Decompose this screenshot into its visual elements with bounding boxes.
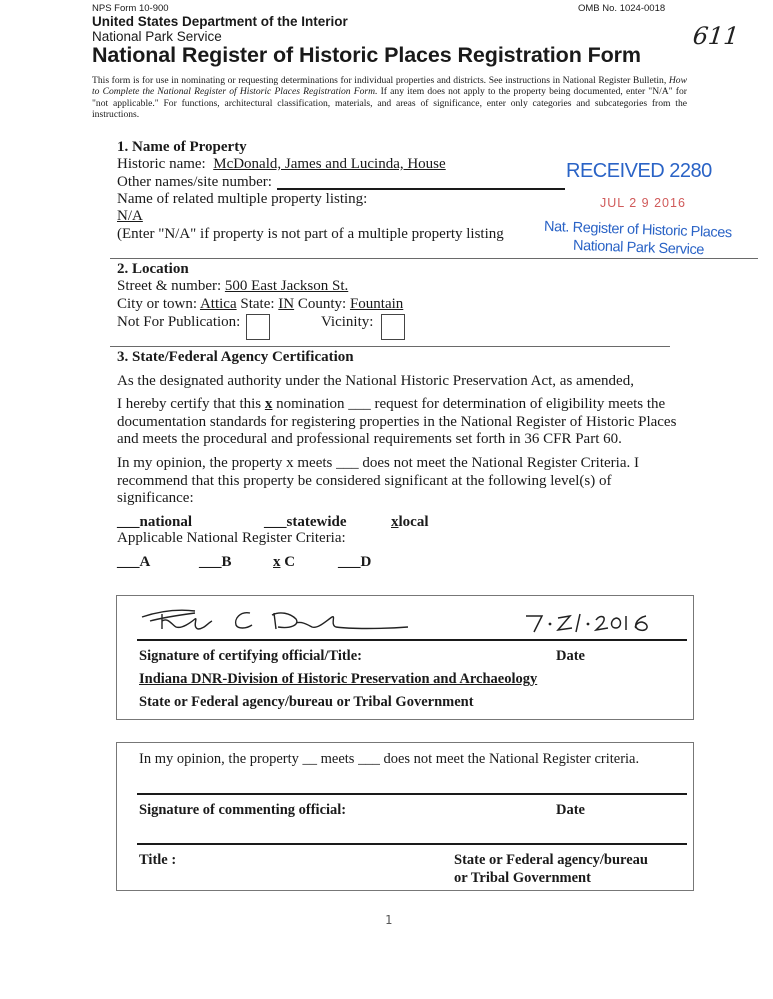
- commenting-opinion-text: In my opinion, the property __ meets ___ does not meet the National Register criteria.: [139, 751, 640, 767]
- state-value[interactable]: IN: [278, 296, 295, 312]
- handwritten-page-number: 611: [691, 22, 741, 50]
- level-label: statewide: [286, 514, 347, 530]
- city-label: City or town:: [117, 296, 198, 312]
- section-2-heading: 2. Location: [117, 261, 189, 277]
- received-stamp: RECEIVED 2280: [566, 160, 712, 182]
- criteria-label: Applicable National Register Criteria:: [117, 530, 346, 546]
- criterion-d[interactable]: [338, 554, 371, 571]
- bulletin-title: How to Complete the National Register of Historic Places Registration Form.: [92, 75, 687, 98]
- level-local[interactable]: [391, 514, 429, 531]
- other-names-field[interactable]: [277, 188, 565, 190]
- section-1-heading: 1. Name of Property: [117, 139, 247, 155]
- department-name: United States Department of the Interior: [92, 14, 348, 29]
- county-label: County:: [297, 296, 347, 312]
- level-mark: ___: [264, 514, 287, 530]
- city-value[interactable]: Attica: [199, 296, 237, 312]
- related-listing-note: (Enter "N/A" if property is not part of a multiple property listing: [117, 226, 504, 242]
- commenting-date-label: Date: [556, 802, 585, 818]
- instructions-paragraph: [92, 75, 687, 120]
- vicinity-checkbox[interactable]: [381, 314, 405, 340]
- level-statewide[interactable]: [264, 514, 347, 531]
- commenting-agency-label-1: State or Federal agency/bureau: [454, 852, 648, 868]
- request-mark[interactable]: ___: [348, 396, 371, 412]
- county-value[interactable]: Fountain: [349, 296, 404, 312]
- level-mark: ___: [117, 514, 140, 530]
- nomination-label: nomination: [272, 396, 349, 412]
- agency-name: National Park Service: [92, 29, 222, 44]
- opinion-text-2: does not meet the National Register Criteria. I recommend that this property be considered significant at the following level(s) of significance:: [117, 455, 639, 506]
- level-label: local: [398, 514, 429, 530]
- not-for-publication-checkbox[interactable]: [246, 314, 270, 340]
- section-divider: [110, 346, 670, 347]
- certifying-date-label: Date: [556, 648, 585, 664]
- instructions-text: This form is for use in nominating or requesting determinations for individual properties and districts. See instructions in National Register Bulletin,: [92, 75, 669, 86]
- criterion-b[interactable]: [199, 554, 232, 571]
- criterion-a[interactable]: [117, 554, 150, 571]
- other-names-row: [117, 174, 272, 191]
- certification-statement: [117, 396, 689, 449]
- commenting-title-label: Title :: [139, 852, 177, 868]
- historic-name-label: Historic name:: [117, 156, 206, 172]
- criterion-c[interactable]: [273, 554, 295, 571]
- certify-text-2: request for determination of eligibility meets the documentation standards for registering properties in the National Register of Historic Places and meets the procedural and professional requirements set forth in 36 CFR Part 60.: [117, 396, 677, 447]
- certifying-agency-value[interactable]: Indiana DNR-Division of Historic Preservation and Archaeology: [139, 671, 538, 687]
- received-date-stamp: JUL 2 9 2016: [600, 196, 686, 210]
- not-for-publication-label: Not For Publication:: [117, 314, 241, 330]
- instructions-text-2: If any item does not apply to the property being documented, enter "N/A" for "not applicable." For functions, architectural classification, materials, and areas of significance, enter only categories and subcategories from the instructions.: [92, 86, 687, 120]
- criterion-label: A: [139, 554, 151, 570]
- street-label: Street & number:: [117, 278, 222, 294]
- commenting-title-line[interactable]: [137, 843, 687, 845]
- criterion-mark: ___: [117, 554, 140, 570]
- section-3-heading: 3. State/Federal Agency Certification: [117, 349, 354, 365]
- street-value[interactable]: 500 East Jackson St.: [224, 278, 349, 294]
- stamp-agency-name: National Park Service: [572, 237, 705, 259]
- page-number: 1: [385, 913, 393, 927]
- opinion-statement: [117, 455, 677, 508]
- level-label: national: [139, 514, 193, 530]
- does-not-meet-mark[interactable]: ___: [336, 455, 359, 471]
- commenting-signature-label: Signature of commenting official:: [139, 802, 347, 818]
- commenting-signature-line[interactable]: [137, 793, 687, 795]
- form-number: NPS Form 10-900: [92, 3, 169, 14]
- level-national[interactable]: [117, 514, 192, 531]
- state-label: State:: [240, 296, 275, 312]
- related-listing-value[interactable]: N/A: [117, 208, 143, 224]
- criterion-mark: x: [273, 554, 281, 570]
- street-row: [117, 278, 348, 295]
- page-title: National Register of Historic Places Registration Form: [92, 43, 641, 67]
- commenting-agency-label-2: or Tribal Government: [454, 870, 591, 886]
- level-mark: x: [391, 514, 399, 530]
- certifying-agency-label: State or Federal agency/bureau or Tribal Government: [139, 694, 474, 710]
- criterion-mark: ___: [338, 554, 361, 570]
- criterion-label: C: [284, 554, 296, 570]
- city-state-county-row: [117, 296, 403, 313]
- criterion-mark: ___: [199, 554, 222, 570]
- signature-line[interactable]: [137, 639, 687, 641]
- section-divider: [110, 258, 758, 259]
- certify-text: I hereby certify that this: [117, 396, 265, 412]
- historic-name-value[interactable]: McDonald, James and Lucinda, House: [213, 156, 446, 172]
- historic-name-row: [117, 156, 446, 173]
- other-names-label: Other names/site number:: [117, 174, 272, 190]
- certifying-signature-label: Signature of certifying official/Title:: [139, 648, 362, 664]
- related-listing-label: Name of related multiple property listing:: [117, 191, 368, 207]
- signature-handwriting: [140, 605, 420, 635]
- nomination-mark[interactable]: x: [264, 396, 273, 412]
- opinion-text: In my opinion, the property x meets: [117, 455, 337, 471]
- stamp-register-name: Nat. Register of Historic Places: [543, 218, 733, 242]
- vicinity-label: Vicinity:: [321, 314, 374, 330]
- authority-statement: As the designated authority under the National Historic Preservation Act, as amended,: [117, 373, 634, 389]
- criterion-label: D: [360, 554, 372, 570]
- omb-number: OMB No. 1024-0018: [578, 3, 666, 14]
- date-handwriting: [522, 608, 662, 636]
- criterion-label: B: [221, 554, 232, 570]
